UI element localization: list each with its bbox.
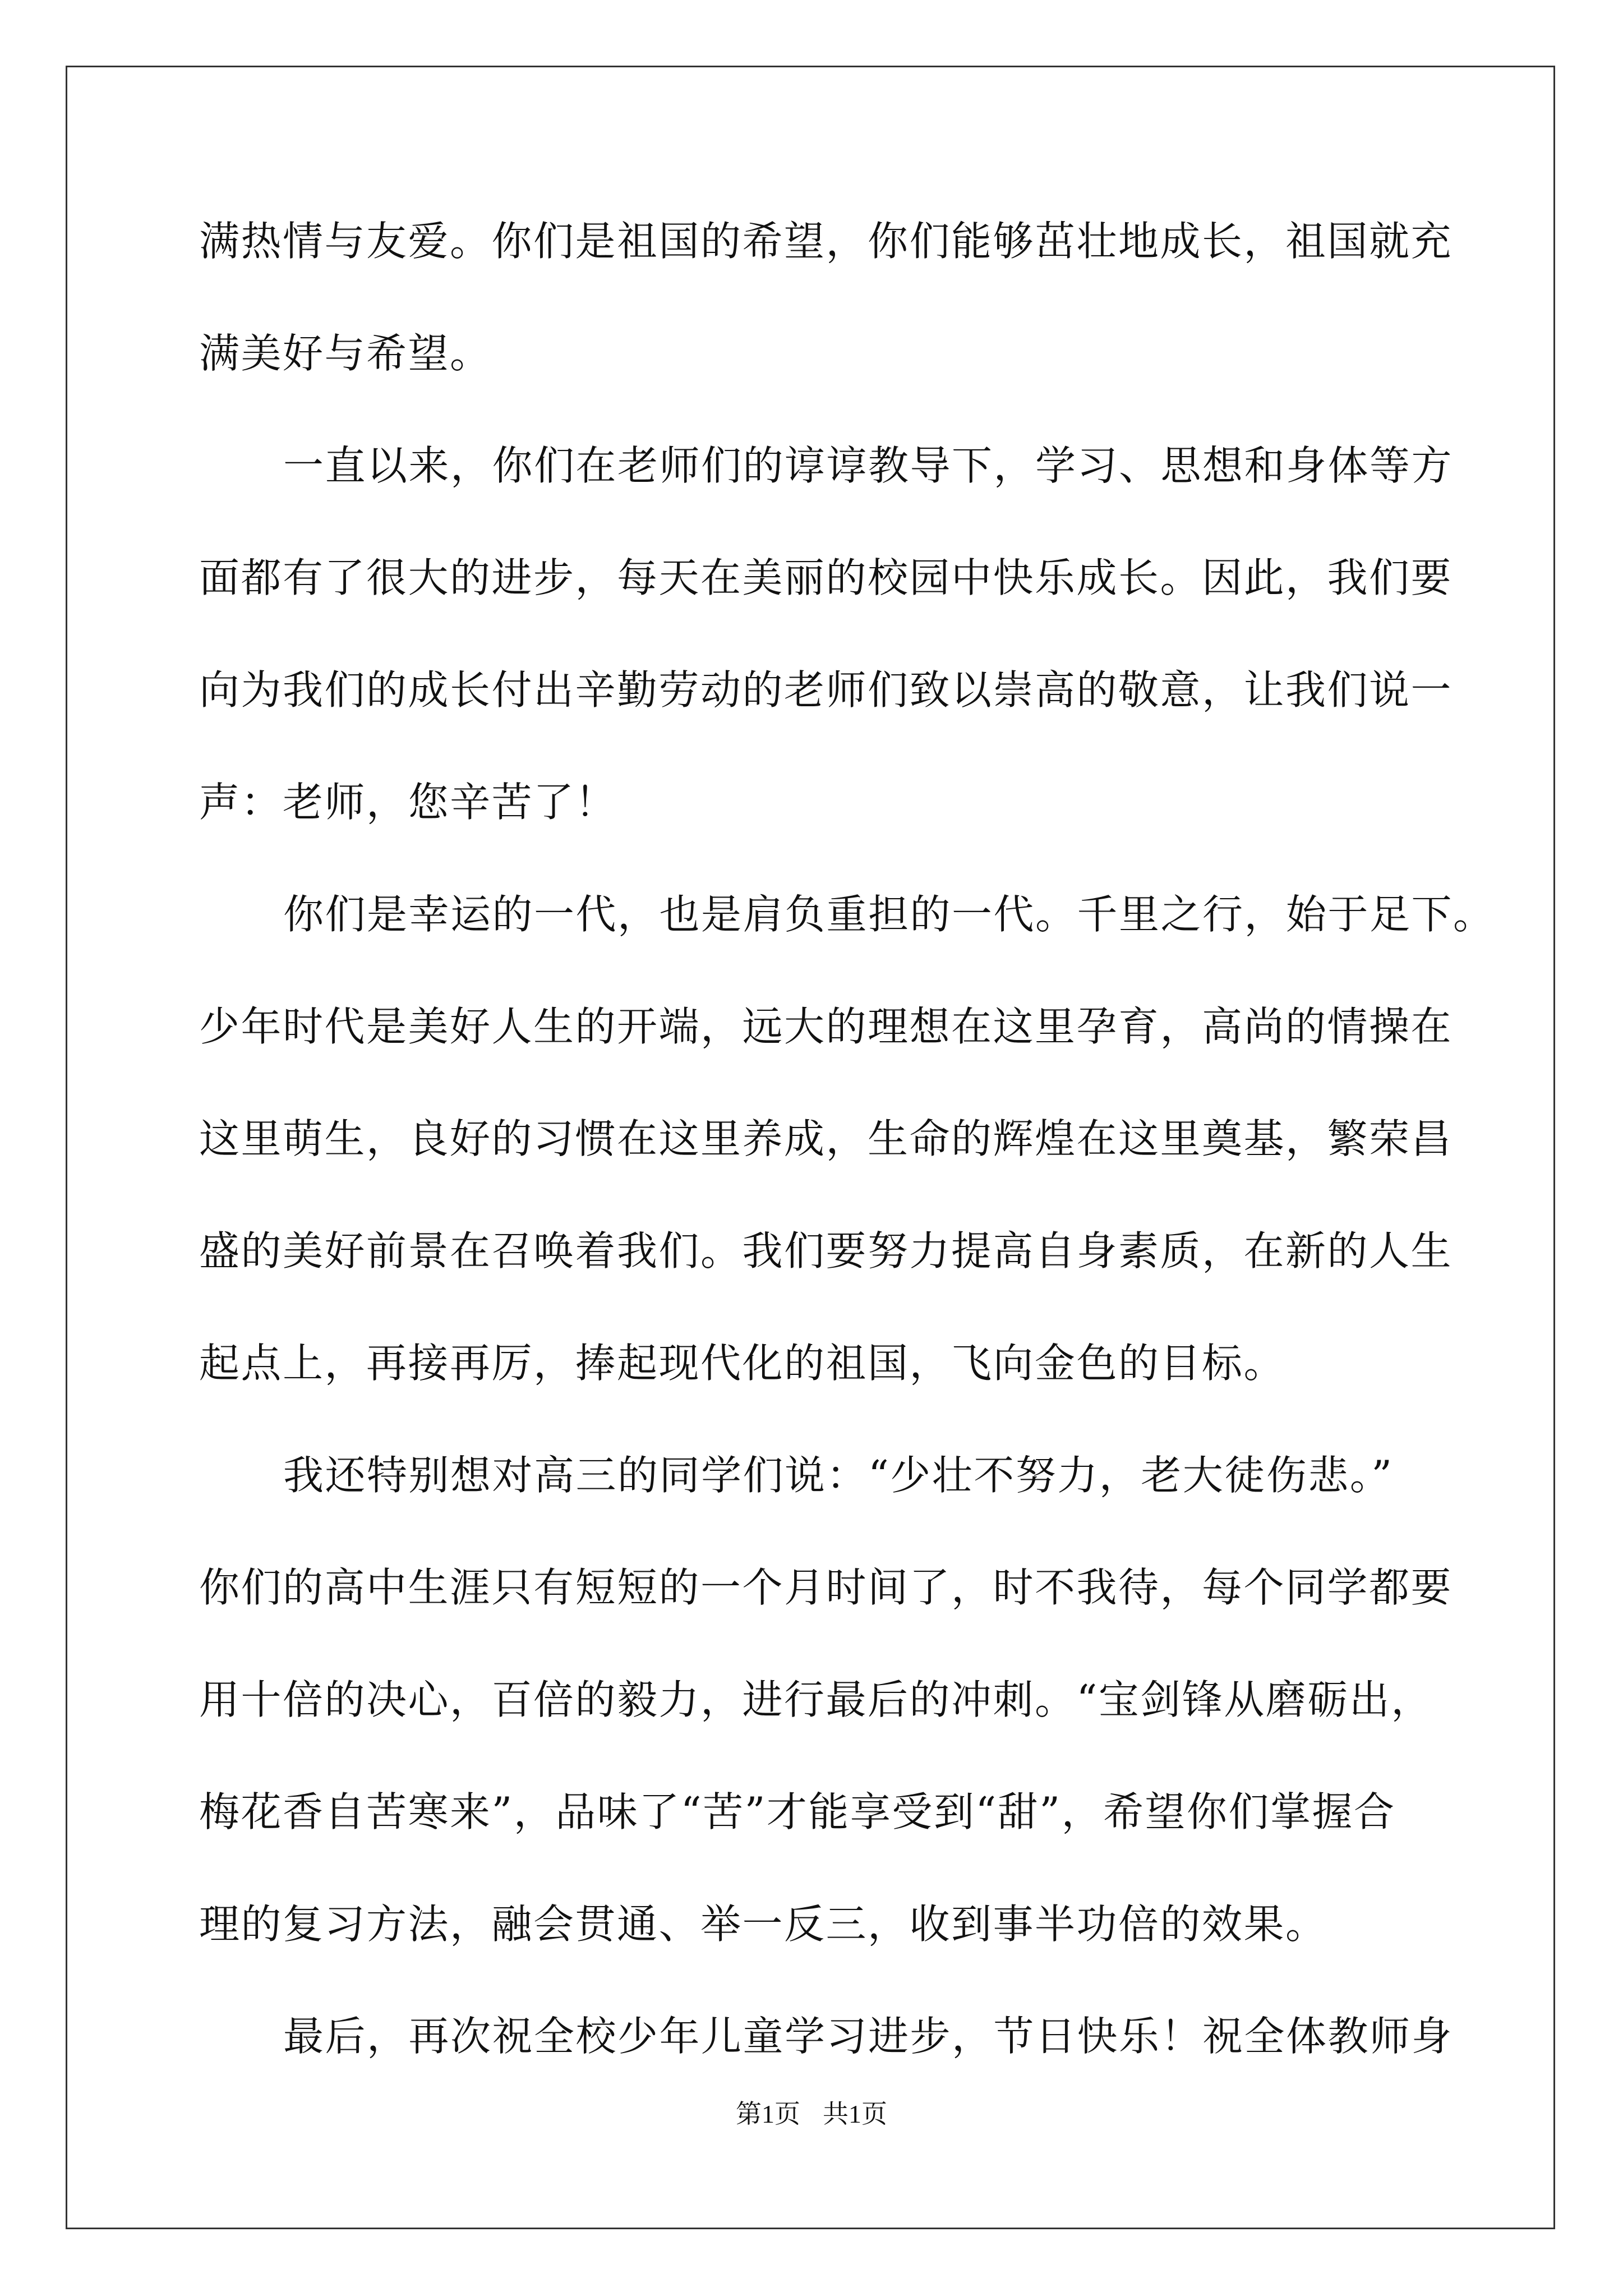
text-line-10: 盛的美好前景在召唤着我们。我们要努力提高自身素质，在新的人生 — [199, 1227, 1453, 1274]
text-line-4: 面都有了很大的进步，每天在美丽的校园中快乐成长。因此，我们要 — [199, 554, 1453, 601]
text-line-13: 你们的高中生涯只有短短的一个月时间了，时不我待，每个同学都要 — [199, 1564, 1453, 1611]
document-body — [199, 213, 1495, 2120]
text-line-7: 你们是幸运的一代，也是肩负重担的一代。千里之行，始于足下。 — [283, 891, 1495, 938]
text-line-5: 向为我们的成长付出辛勤劳动的老师们致以崇高的敬意，让我们说一 — [199, 666, 1453, 714]
text-line-8: 少年时代是美好人生的开端，远大的理想在这里孕育，高尚的情操在 — [199, 1003, 1453, 1050]
text-line-9: 这里萌生，良好的习惯在这里养成，生命的辉煌在这里奠基，繁荣昌 — [199, 1115, 1453, 1162]
page-number-current: 第1页 — [736, 2100, 800, 2128]
text-line-6: 声：老师，您辛苦了！ — [199, 779, 617, 826]
text-line-16: 理的复习方法，融会贯通、举一反三，收到事半功倍的效果。 — [199, 1901, 1327, 1948]
text-line-17: 最后，再次祝全校少年儿童学习进步，节日快乐！祝全体教师身 — [283, 2013, 1454, 2060]
page-footer — [0, 2093, 1623, 2131]
text-line-1: 满热情与友爱。你们是祖国的希望，你们能够茁壮地成长，祖国就充 — [199, 218, 1453, 265]
text-line-2: 满美好与希望。 — [199, 330, 492, 377]
text-line-14: 用十倍的决心，百倍的毅力，进行最后的冲刺。“宝剑锋从磨砺出， — [199, 1676, 1433, 1723]
text-line-3: 一直以来，你们在老师们的谆谆教导下，学习、思想和身体等方 — [283, 442, 1454, 489]
page-number-total: 共1页 — [823, 2100, 887, 2128]
text-line-15: 梅花香自苦寒来”，品味了“苦”才能享受到“甜”，希望你们掌握合 — [199, 1788, 1396, 1835]
text-line-12: 我还特别想对高三的同学们说：“少壮不努力，老大徒伤悲。” — [283, 1452, 1394, 1499]
text-line-11: 起点上，再接再厉，捧起现代化的祖国，飞向金色的目标。 — [199, 1340, 1286, 1387]
